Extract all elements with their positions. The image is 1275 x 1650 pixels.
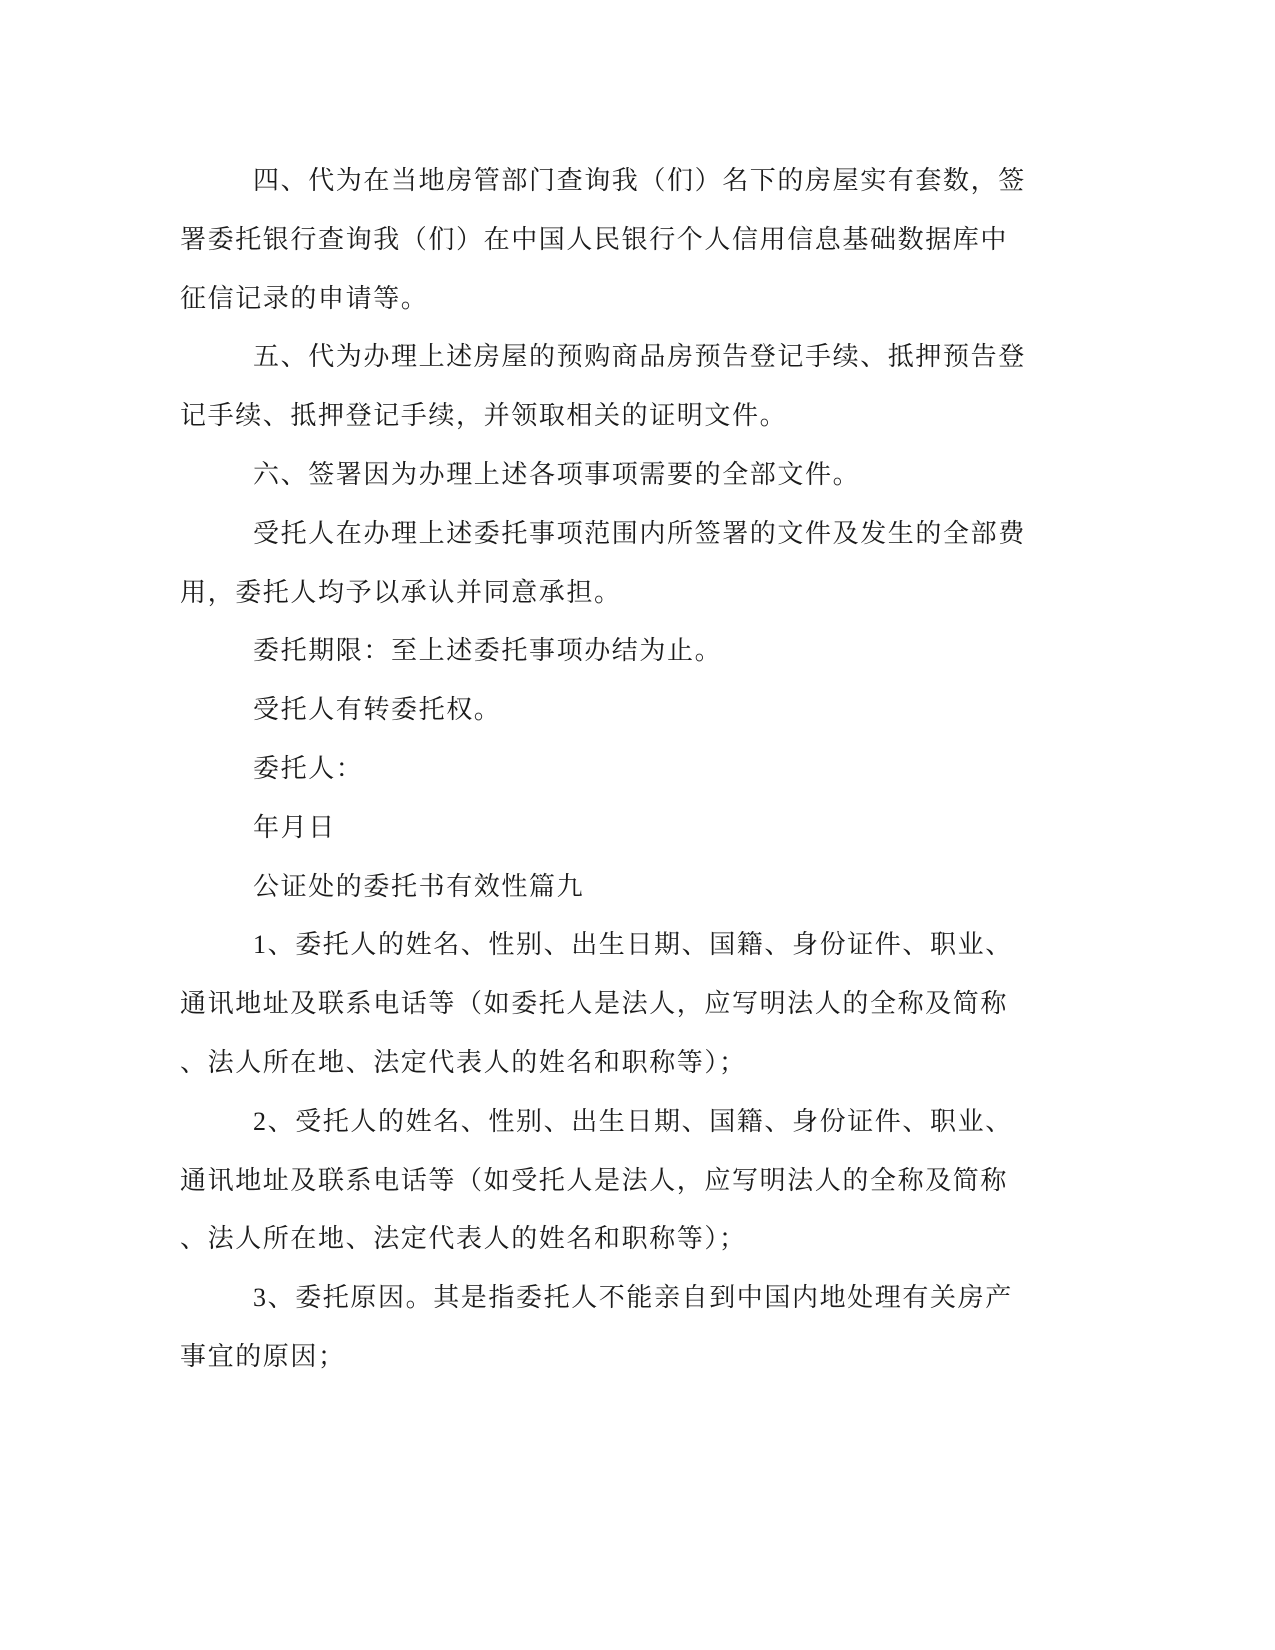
text-line: 1、委托人的姓名、性别、出生日期、国籍、身份证件、职业、: [253, 930, 1013, 960]
text-line: 署委托银行查询我（们）在中国人民银行个人信用信息基础数据库中: [180, 224, 1009, 254]
text-line: 委托人：: [253, 753, 364, 783]
text-line: 征信记录的申请等。: [180, 283, 429, 313]
list-item-reason: [180, 1269, 1080, 1387]
text-line: 委托期限：至上述委托事项办结为止。: [253, 636, 723, 666]
text-line: 受托人有转委托权。: [253, 695, 502, 725]
text-line: 、法人所在地、法定代表人的姓名和职称等）；: [180, 1224, 747, 1254]
date-line: [180, 799, 1080, 858]
text-line: 公证处的委托书有效性篇九: [253, 871, 585, 901]
text-line: 3、委托原因。其是指委托人不能亲自到中国内地处理有关房产: [253, 1283, 1013, 1313]
paragraph-item-four: [180, 152, 1080, 328]
text-line: 用，委托人均予以承认并同意承担。: [180, 577, 622, 607]
text-line: 、法人所在地、法定代表人的姓名和职称等）；: [180, 1047, 747, 1077]
paragraph-sub-delegation: [180, 681, 1080, 740]
text-line: 事宜的原因；: [180, 1341, 346, 1371]
signature-principal-label: [180, 740, 1080, 799]
paragraph-term: [180, 622, 1080, 681]
text-line: 年月日: [253, 812, 336, 842]
text-line: 五、代为办理上述房屋的预购商品房预告登记手续、抵押预告登: [253, 342, 1026, 372]
paragraph-item-six: [180, 446, 1080, 505]
text-line: 通讯地址及联系电话等（如受托人是法人，应写明法人的全称及简称: [180, 1165, 1009, 1195]
text-line: 2、受托人的姓名、性别、出生日期、国籍、身份证件、职业、: [253, 1106, 1013, 1136]
text-line: 通讯地址及联系电话等（如委托人是法人，应写明法人的全称及简称: [180, 989, 1009, 1019]
list-item-agent-info: [180, 1093, 1080, 1269]
paragraph-fees: [180, 505, 1080, 623]
document-body: [180, 152, 1080, 1387]
text-line: 受托人在办理上述委托事项范围内所签署的文件及发生的全部费: [253, 518, 1026, 548]
text-line: 四、代为在当地房管部门查询我（们）名下的房屋实有套数，签: [253, 166, 1026, 195]
list-item-principal-info: [180, 916, 1080, 1092]
text-line: 六、签署因为办理上述各项事项需要的全部文件。: [253, 459, 861, 489]
section-heading: [180, 858, 1080, 917]
text-line: 记手续、抵押登记手续，并领取相关的证明文件。: [180, 401, 788, 431]
paragraph-item-five: [180, 328, 1080, 446]
